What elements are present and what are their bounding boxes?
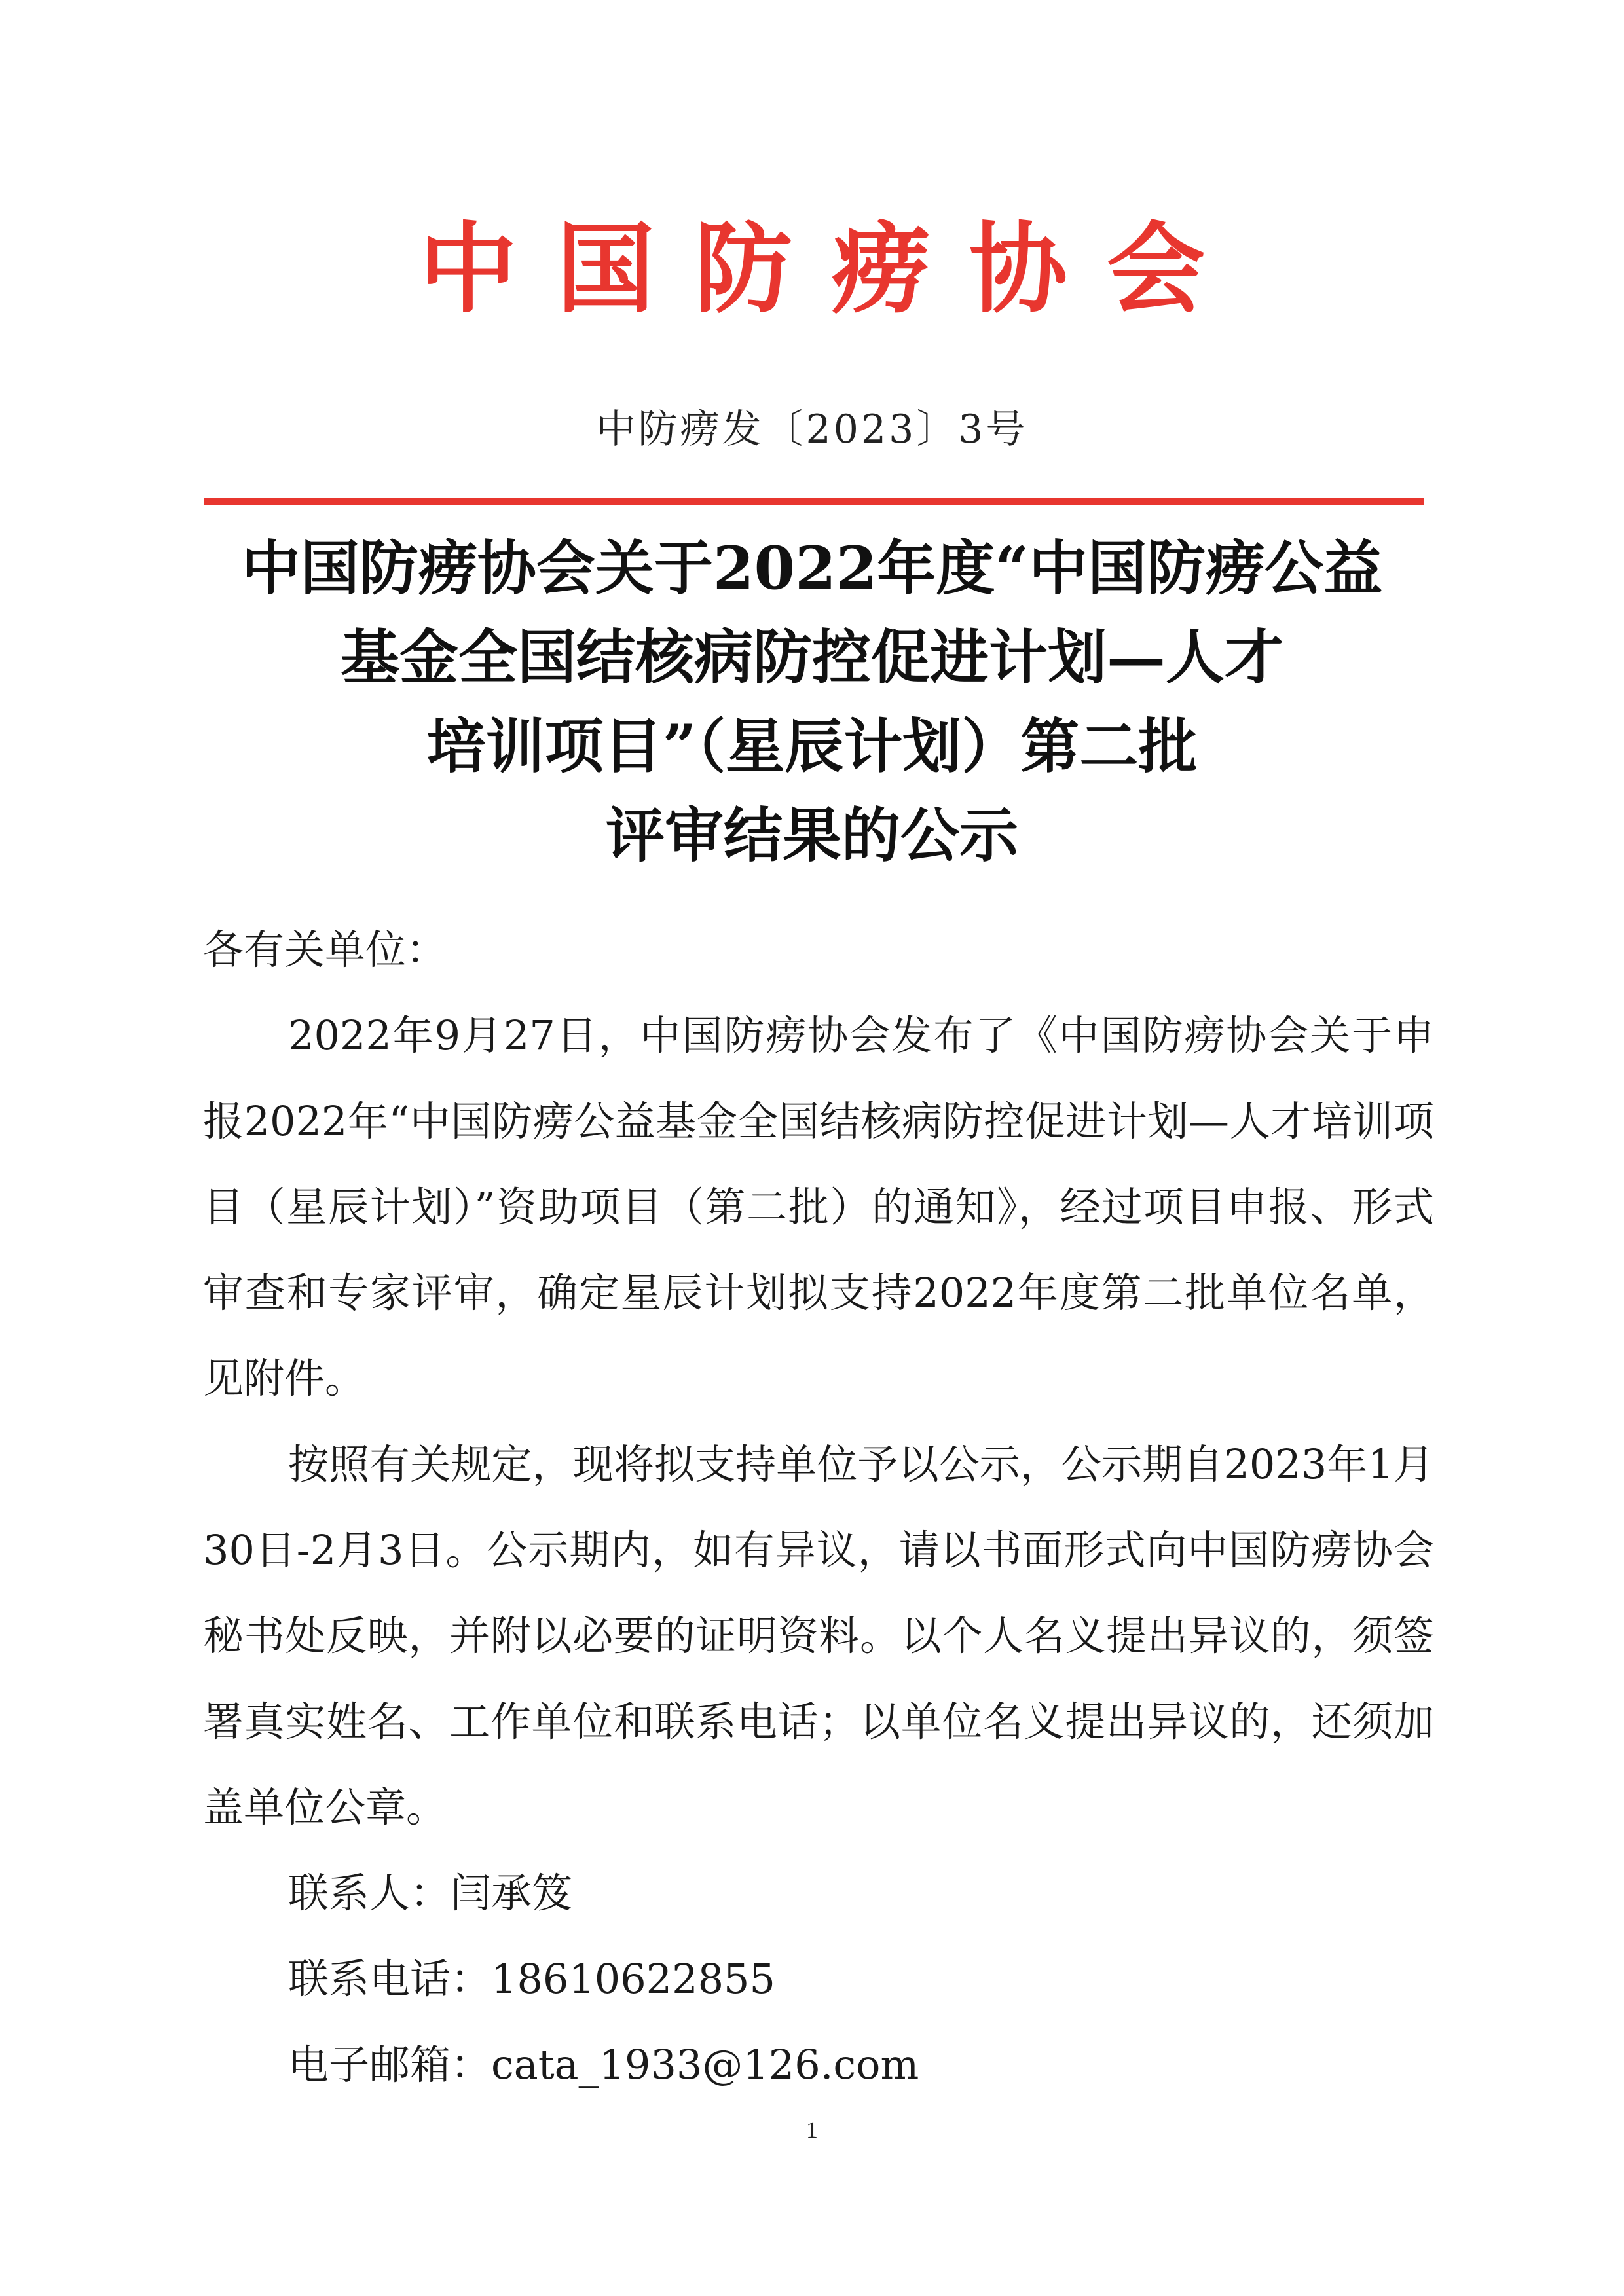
document-title — [164, 524, 1460, 880]
title-line-4: 评审结果的公示 — [606, 801, 1018, 870]
document-body — [203, 907, 1434, 2107]
salutation: 各有关单位： — [203, 926, 447, 974]
body-paragraph-2: 按照有关规定，现将拟支持单位予以公示，公示期自2023年1月30日-2月3日。公示期内，如有异议，请以书面形式向中国防痨协会秘书处反映，并附以必要的证明资料。以个人名义提出异议的，须签署真实姓名、工作单位和联系电话；以单位名义提出异议的，还须加盖单位公章。 — [203, 1440, 1434, 1831]
contact-email: 电子邮箱：cata_1933@126.com — [288, 2041, 919, 2088]
title-line-2: 基金全国结核病防控促进计划—人才 — [341, 623, 1283, 692]
document-number: 中防痨发〔2023〕3号 — [596, 407, 1028, 452]
contact-phone: 联系电话：18610622855 — [288, 1955, 775, 2003]
organization-header: 中国防痨协会 — [418, 213, 1244, 327]
page-number: 1 — [806, 2117, 818, 2143]
contact-person: 联系人：闫承笈 — [288, 1869, 573, 1917]
title-line-1: 中国防痨协会关于2022年度“中国防痨公益 — [241, 534, 1383, 603]
body-paragraph-1: 2022年9月27日，中国防痨协会发布了《中国防痨协会关于申报2022年“中国防痨公益基金全国结核病防控促进计划—人才培训项目（星辰计划）”资助项目（第二批）的通知》，经过项目申报、形式审查和专家评审，确定星辰计划拟支持2022年度第二批单位名单，见附件。 — [203, 1011, 1434, 1402]
header-divider — [204, 498, 1424, 505]
title-line-3: 培训项目”（星辰计划）第二批 — [426, 712, 1198, 781]
